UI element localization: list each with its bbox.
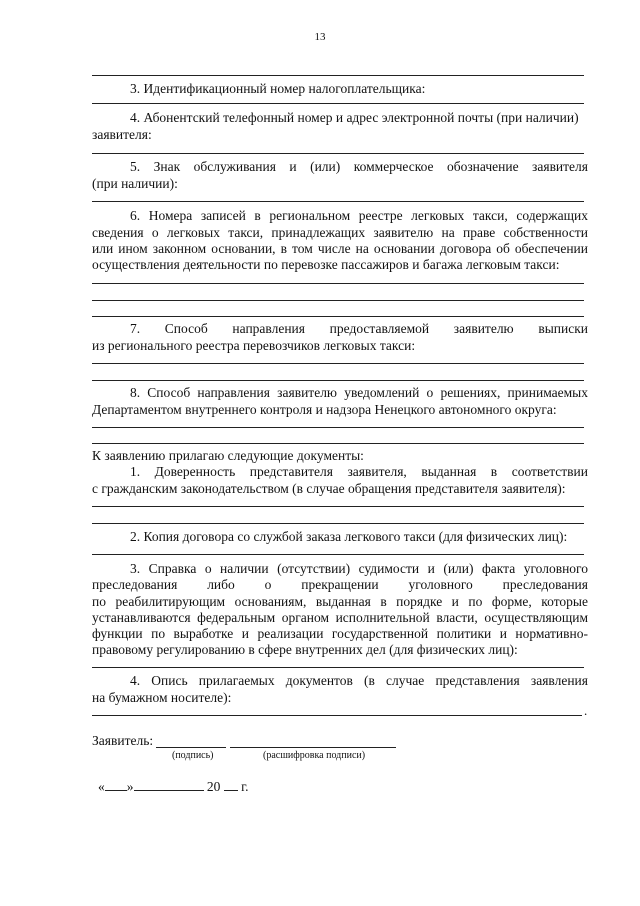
doc-3-line-5: функции по выработке и реализации государственной политики и нормативно- (92, 626, 588, 641)
end-mark: . (584, 703, 588, 718)
field-line-registry-3[interactable] (92, 316, 584, 317)
field-line-extract-1[interactable] (92, 363, 584, 364)
item-6-line-4: осуществления деятельности по перевозке пассажиров и багажа легковым такси: (92, 257, 560, 272)
signature-caption: (подпись) (172, 750, 214, 761)
signature-name-line[interactable] (230, 747, 396, 748)
field-line-notice-1[interactable] (92, 427, 584, 428)
date-month-field[interactable] (134, 778, 204, 791)
field-line-doc-2[interactable] (92, 554, 584, 555)
doc-1-line-2: с гражданским законодательством (в случае обращения представителя заявителя): (92, 481, 566, 496)
field-line-phone-email[interactable] (92, 153, 584, 154)
item-6-line-2: сведения о легковых такси, принадлежащих заявителю на праве собственности (92, 225, 588, 240)
field-line-doc-1a[interactable] (92, 506, 584, 507)
doc-3-line-4: устанавливаются федеральным органом исполнительной власти, осуществляющим (92, 610, 588, 625)
doc-1-line-1: 1. Доверенность представителя заявителя, выданная в соответствии (130, 464, 588, 479)
date-year-suffix: г. (241, 779, 249, 794)
date-open-quote: « (98, 779, 105, 794)
item-5-line-2: (при наличии): (92, 176, 178, 191)
item-4-line-1: 4. Абонентский телефонный номер и адрес электронной почты (при наличии) (130, 110, 579, 125)
item-3-label: 3. Идентификационный номер налогоплательщика: (130, 81, 426, 96)
doc-3-line-6: правовому регулированию в сфере внутренних дел (для физических лиц): (92, 642, 518, 657)
applicant-label: Заявитель: (92, 733, 154, 748)
signature-line[interactable] (156, 747, 226, 748)
item-4-line-2: заявителя: (92, 127, 152, 142)
doc-4-line-1: 4. Опись прилагаемых документов (в случае представления заявления (130, 673, 588, 688)
item-7-line-1: 7. Способ направления предоставляемой заявителю выписки (130, 321, 588, 336)
item-6-line-1: 6. Номера записей в региональном реестре легковых такси, содержащих (130, 208, 588, 223)
date-year-prefix: 20 (206, 779, 221, 794)
date-close-quote: » (126, 779, 134, 794)
item-8-line-2: Департаментом внутреннего контроля и надзора Ненецкого автономного округа: (92, 402, 557, 417)
field-line-doc-1b[interactable] (92, 523, 584, 524)
doc-3-line-3: по реабилитирующим основаниям, выданная в порядке и по форме, которые (92, 594, 588, 609)
field-line-registry-2[interactable] (92, 300, 584, 301)
date-row (98, 778, 249, 795)
date-year-field[interactable] (224, 778, 238, 791)
item-8-line-1: 8. Способ направления заявителю уведомлений о решениях, принимаемых (130, 385, 588, 400)
field-line-doc-3[interactable] (92, 667, 584, 668)
item-5-line-1: 5. Знак обслуживания и (или) коммерческое обозначение заявителя (130, 159, 588, 174)
item-6-line-3: или ином законном основании, в том числе на основании договора об обеспечении (92, 241, 588, 256)
field-line-notice-2[interactable] (92, 443, 584, 444)
doc-3-line-2: преследования либо о прекращении уголовного преследования (92, 577, 588, 592)
attachments-intro: К заявлению прилагаю следующие документы: (92, 448, 364, 463)
field-line-inn[interactable] (92, 103, 584, 104)
page-number: 13 (314, 31, 326, 43)
field-line-registry-1[interactable] (92, 283, 584, 284)
doc-4-line-2: на бумажном носителе): (92, 690, 232, 705)
doc-3-line-1: 3. Справка о наличии (отсутствии) судимости и (или) факта уголовного (130, 561, 588, 576)
field-line[interactable] (92, 75, 584, 76)
field-line-extract-2[interactable] (92, 380, 584, 381)
field-line-doc-4[interactable] (92, 715, 582, 716)
item-7-line-2: из регионального реестра перевозчиков легковых такси: (92, 338, 416, 353)
field-line-brand[interactable] (92, 201, 584, 202)
date-day-field[interactable] (105, 778, 127, 791)
doc-2-line-1: 2. Копия договора со службой заказа легкового такси (для физических лиц): (130, 529, 568, 544)
signature-name-caption: (расшифровка подписи) (263, 750, 366, 761)
